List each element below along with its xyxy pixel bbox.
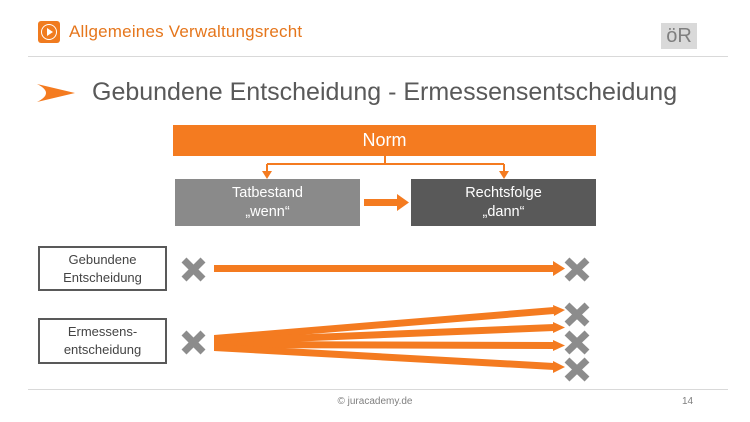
cross-icon: [567, 305, 587, 324]
gebundene-entscheidung-box: [38, 246, 167, 291]
cross-icon: [567, 360, 587, 379]
page-number: 14: [682, 396, 694, 407]
norm-box: Norm: [173, 125, 596, 156]
tatbestand-label: Tatbestand: [232, 184, 303, 201]
tatbestand-box: [175, 179, 360, 226]
tatbestand-sublabel: „wenn“: [245, 203, 290, 220]
cross-icon: [567, 333, 587, 352]
gebundene-line1: Gebundene: [68, 251, 137, 267]
footer-copyright: © juracademy.de: [337, 396, 413, 407]
rechtsfolge-sublabel: „dann“: [482, 203, 525, 220]
rechtsfolge-box: [411, 179, 596, 226]
ermessens-arrows: [214, 305, 565, 373]
gebundene-line2: Entscheidung: [63, 269, 142, 285]
footer-divider: [28, 389, 728, 390]
header-title: Allgemeines Verwaltungsrecht: [69, 22, 303, 41]
ermessensentscheidung-box: [38, 318, 167, 364]
ermessens-line2: entscheidung: [63, 342, 142, 357]
cross-icon: [567, 260, 587, 279]
cross-icon: [184, 333, 203, 352]
tatbestand-arrow: [364, 199, 398, 206]
corner-badge: öR: [661, 23, 697, 49]
cross-icon: [184, 260, 203, 279]
rechtsfolge-label: Rechtsfolge: [465, 184, 542, 201]
slide-title: Gebundene Entscheidung - Ermessensentscheidung: [92, 78, 678, 106]
ermessens-line1: Ermessens-: [67, 324, 138, 339]
gebundene-arrow: [214, 265, 554, 272]
